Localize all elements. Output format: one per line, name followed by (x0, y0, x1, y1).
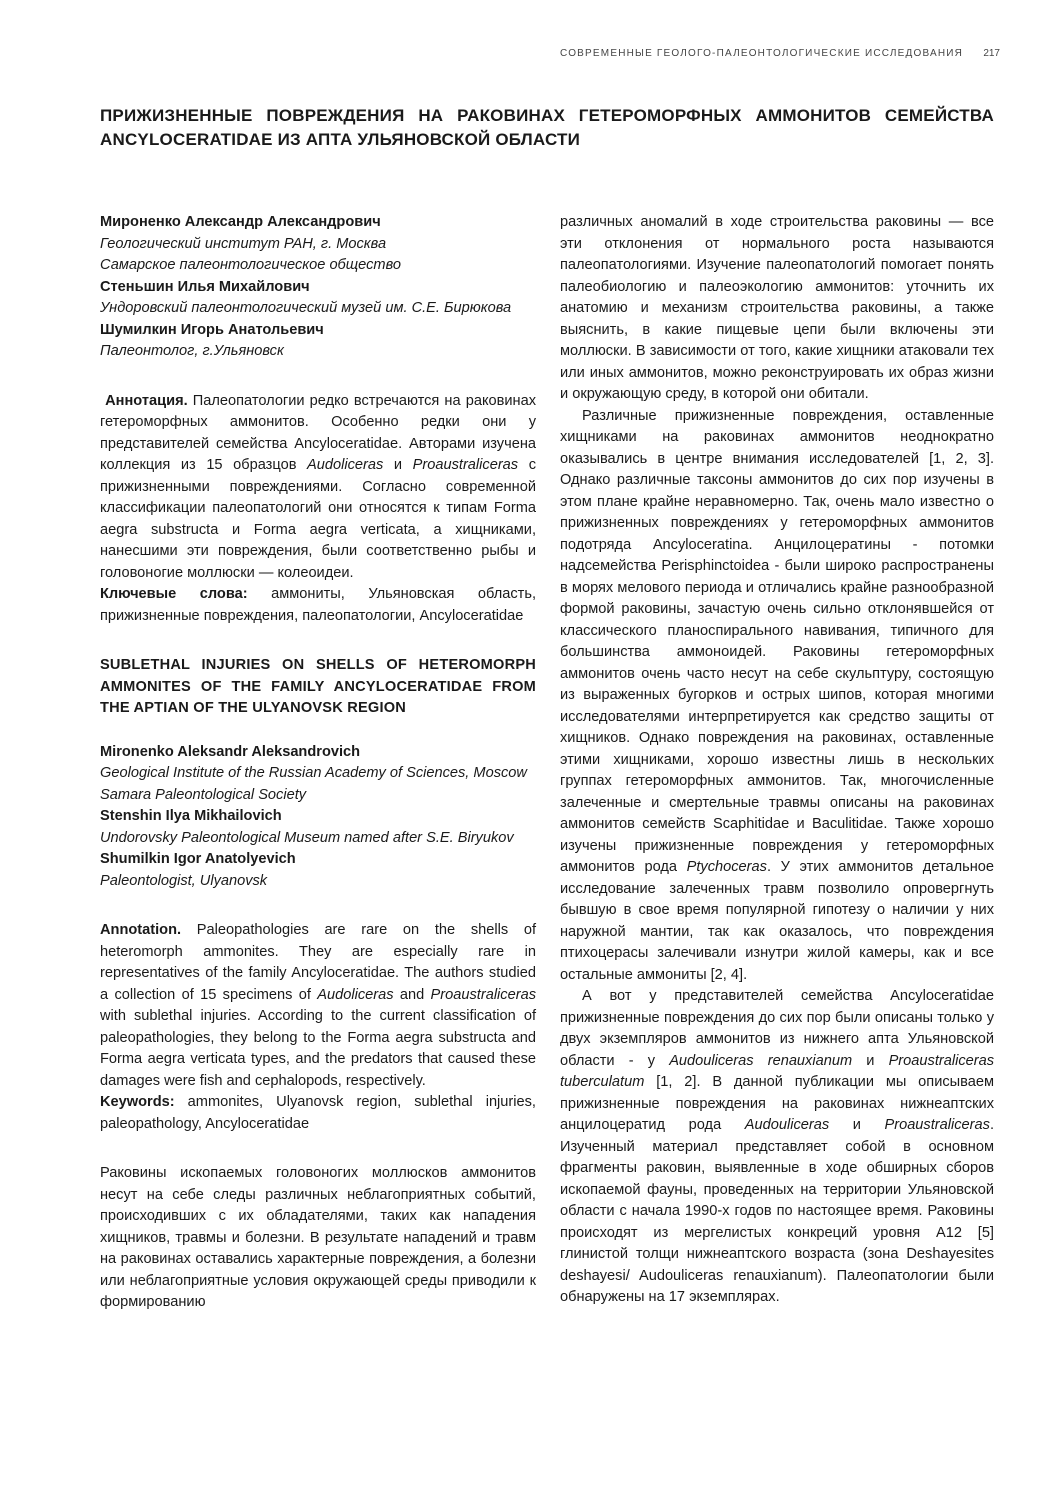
body-text: . Изученный материал представляет собой в основном фрагменты раковин, выявленные в ходе обширных сборов ископаемой фауны, проведенных на территории Ульяновской области с начала 1990-х годов по настоящее время. Раковины происходят из мергелистых конкреций уровня А12 [5] глинистой толщи нижнеаптского возраста (зона Deshayesites deshayesi/ Audouliceras renauxianum). Палеопатологии были обнаружены на 17 экземплярах. (560, 1117, 994, 1305)
genus-name: Proaustraliceras (884, 1117, 990, 1133)
body-text: . У этих аммонитов детальное исследование залеченных травм позволило опровергнуть бывшую в свое время популярной гипотезу о наличии у них наружной мантии, так как оказалось, что повреждения птихоцерасы залечивали изнутри жилой камеры, как и все остальные аммониты [2, 4]. (560, 859, 994, 983)
body-text: и (829, 1117, 885, 1133)
author-name: Шумилкин Игорь Анатольевич (100, 321, 324, 338)
annotation-text: и (383, 457, 413, 473)
annotation-text: с прижизненными повреждениями. Согласно современной классификации палеопатологий они относятся к типам Forma aegra substructa и Forma aegra verticata, а хищниками, нанесшими эти повреждения, были соответственно рыбы и головоногие моллюски — колеоидеи. (100, 457, 536, 581)
author-affiliation: Geological Institute of the Russian Academy of Sciences, Moscow (100, 765, 527, 781)
annotation-label: Annotation. (100, 922, 182, 938)
author-affiliation: Samara Paleontological Society (100, 786, 307, 803)
author-affiliation: Ундоровский палеонтологический музей им. С.Е. Бирюкова (100, 300, 512, 316)
annotation-label: Аннотация. (105, 392, 188, 409)
author-affiliation: Палеонтолог, г.Ульяновск (100, 343, 284, 359)
body-text: А вот у представителей семейства Ancyloceratidae прижизненные повреждения до сих пор были описаны только у двух экземпляров аммонитов из нижнего апта Ульяновской области - у (560, 988, 994, 1069)
annotation-text: Paleopathologies are rare on the shells of heteromorph ammonites. They are especially rare in representatives of the family Ancyloceratidae. The authors studied a collection of 15 specimens of (100, 922, 536, 1003)
annotation-text: Палеопатологии редко встречаются на раковинах гетероморфных аммонитов. Особенно редки они у представителей семейства Ancyloceratidae. Авторами изучена коллекция из 15 образцов (100, 392, 536, 473)
right-column (560, 212, 994, 1309)
genus-name: Proaustraliceras (412, 457, 519, 473)
author-name: Stenshin Ilya Mikhailovich (100, 808, 282, 824)
author-affiliation: Undorovsky Paleontological Museum named after S.E. Biryukov (100, 829, 514, 846)
page-number: 217 (983, 48, 1000, 59)
body-text: и (852, 1052, 889, 1069)
keywords-ru (100, 584, 536, 627)
author-affiliation: Paleontologist, Ulyanovsk (100, 872, 268, 889)
keywords-text: ammonites, Ulyanovsk region, sublethal injuries, paleopathology, Ancyloceratidae (100, 1094, 536, 1132)
annotation-text: with sublethal injuries. According to the current classification of paleopathologies, they belong to the Forma aegra substructa and Forma aegra verticata types, and the predators that caused these damages were fish and cephalopods, respectively. (100, 1008, 536, 1089)
body-paragraph: различных аномалий в ходе строительства раковины — все эти отклонения от нормального роста называются палеопатологиями. Изучение палеопатологий помогает понять палеобиологию и палеоэкологию аммонитов: уточнить их анатомию и механизм строительства раковины, а также выяснить, в какие пищевые цепи были включены эти моллюски. В зависимости от того, какие хищники атаковали тех или иных аммонитов, можно реконструировать их образ жизни и окружающую среду, в которой они обитали. (560, 214, 994, 402)
article-title-ru: ПРИЖИЗНЕННЫЕ ПОВРЕЖДЕНИЯ НА РАКОВИНАХ ГЕТЕРОМОРФНЫХ АММОНИТОВ СЕМЕЙСТВА ANCYLOCERATIDAE ИЗ АПТА УЛЬЯНОВСКОЙ ОБЛАСТИ (100, 106, 994, 149)
body-paragraph: Раковины ископаемых головоногих моллюсков аммонитов несут на себе следы различных неблагоприятных событий, происходивших с их обладателями, таких как нападения хищников, травмы и болезни. В результате нападений и травм на раковинах оставались характерные повреждения, а болезни или неблагоприятные условия окружающей среды приводили к формированию (100, 1165, 536, 1310)
genus-name: Audouliceras (744, 1117, 830, 1133)
author-name: Shumilkin Igor Anatolyevich (100, 851, 296, 867)
running-header (560, 48, 1000, 59)
annotation-text: and (393, 986, 431, 1003)
keywords-en (100, 1092, 536, 1135)
body-paragraph (560, 986, 994, 1309)
running-title: СОВРЕМЕННЫЕ ГЕОЛОГО-ПАЛЕОНТОЛОГИЧЕСКИЕ ИССЛЕДОВАНИЯ (560, 48, 964, 59)
keywords-label: Ключевые слова: (100, 586, 248, 602)
annotation-ru (100, 391, 536, 585)
species-name: Audouliceras renauxianum (669, 1052, 853, 1069)
author-affiliation: Геологический институт РАН, г. Москва (100, 235, 387, 252)
author-name: Стеньшин Илья Михайлович (100, 278, 310, 295)
article-title-en: SUBLETHAL INJURIES ON SHELLS OF HETEROMORPH AMMONITES OF THE FAMILY ANCYLOCERATIDAE FROM THE APTIAN OF THE ULYANOVSK REGION (100, 657, 536, 716)
left-column (100, 212, 536, 1314)
genus-name: Audoliceras (307, 457, 384, 473)
author-name: Мироненко Александр Александрович (100, 214, 381, 230)
genus-name: Audoliceras (317, 986, 394, 1003)
keywords-text: аммониты, Ульяновская область, прижизненные повреждения, палеопатологии, Ancyloceratidae (100, 586, 536, 624)
author-affiliation: Самарское палеонтологическое общество (100, 257, 402, 273)
body-text: Различные прижизненные повреждения, оставленные хищниками на раковинах аммонитов неоднократно оказывались в центре внимания исследователей [1, 2, 3]. Однако различные таксоны аммонитов до сих пор изучены в этом плане крайне неравномерно. Так, очень мало известно о прижизненных повреждениях у гетероморфных аммонитов подотряда Ancyloceratina. Анцилоцератины - потомки надсемейства Perisphinctoidea - были широко распространены в морях мелового периода и отличались крайне разнообразной формой раковины, зачастую очень сильно отклонявшейся от классического планоспирального навивания, типичного для большинства аммоноидей. Раковины гетероморфных аммонитов очень часто несут на себе скульптуру, состоящую из выраженных бугорков и острых шипов, которая многими исследователями интерпретируется как средство защиты от хищников. Однако повреждения на раковинах, оставленные этими хищниками, хорошо известны лишь в нескольких группах гетероморфных аммонитов. Так, многочисленные залеченные и смертельные травмы описаны на раковинах аммонитов семейств Scaphitidae и Baculitidae. Также хорошо изучены прижизненные повреждения у гетероморфных аммонитов рода (560, 407, 994, 875)
body-paragraph (560, 406, 994, 987)
genus-name: Proaustraliceras (430, 986, 536, 1003)
body-text: [1, 2]. В данной публикации мы описываем прижизненные повреждения на раковинах нижнеаптских анцилоцератид рода (560, 1074, 994, 1133)
species-name: Proaustraliceras tuberculatum (560, 1052, 995, 1090)
annotation-en (100, 920, 536, 1092)
author-name: Mironenko Aleksandr Aleksandrovich (100, 743, 361, 760)
keywords-label: Keywords: (100, 1094, 175, 1110)
genus-name: Ptychoceras (686, 859, 767, 875)
